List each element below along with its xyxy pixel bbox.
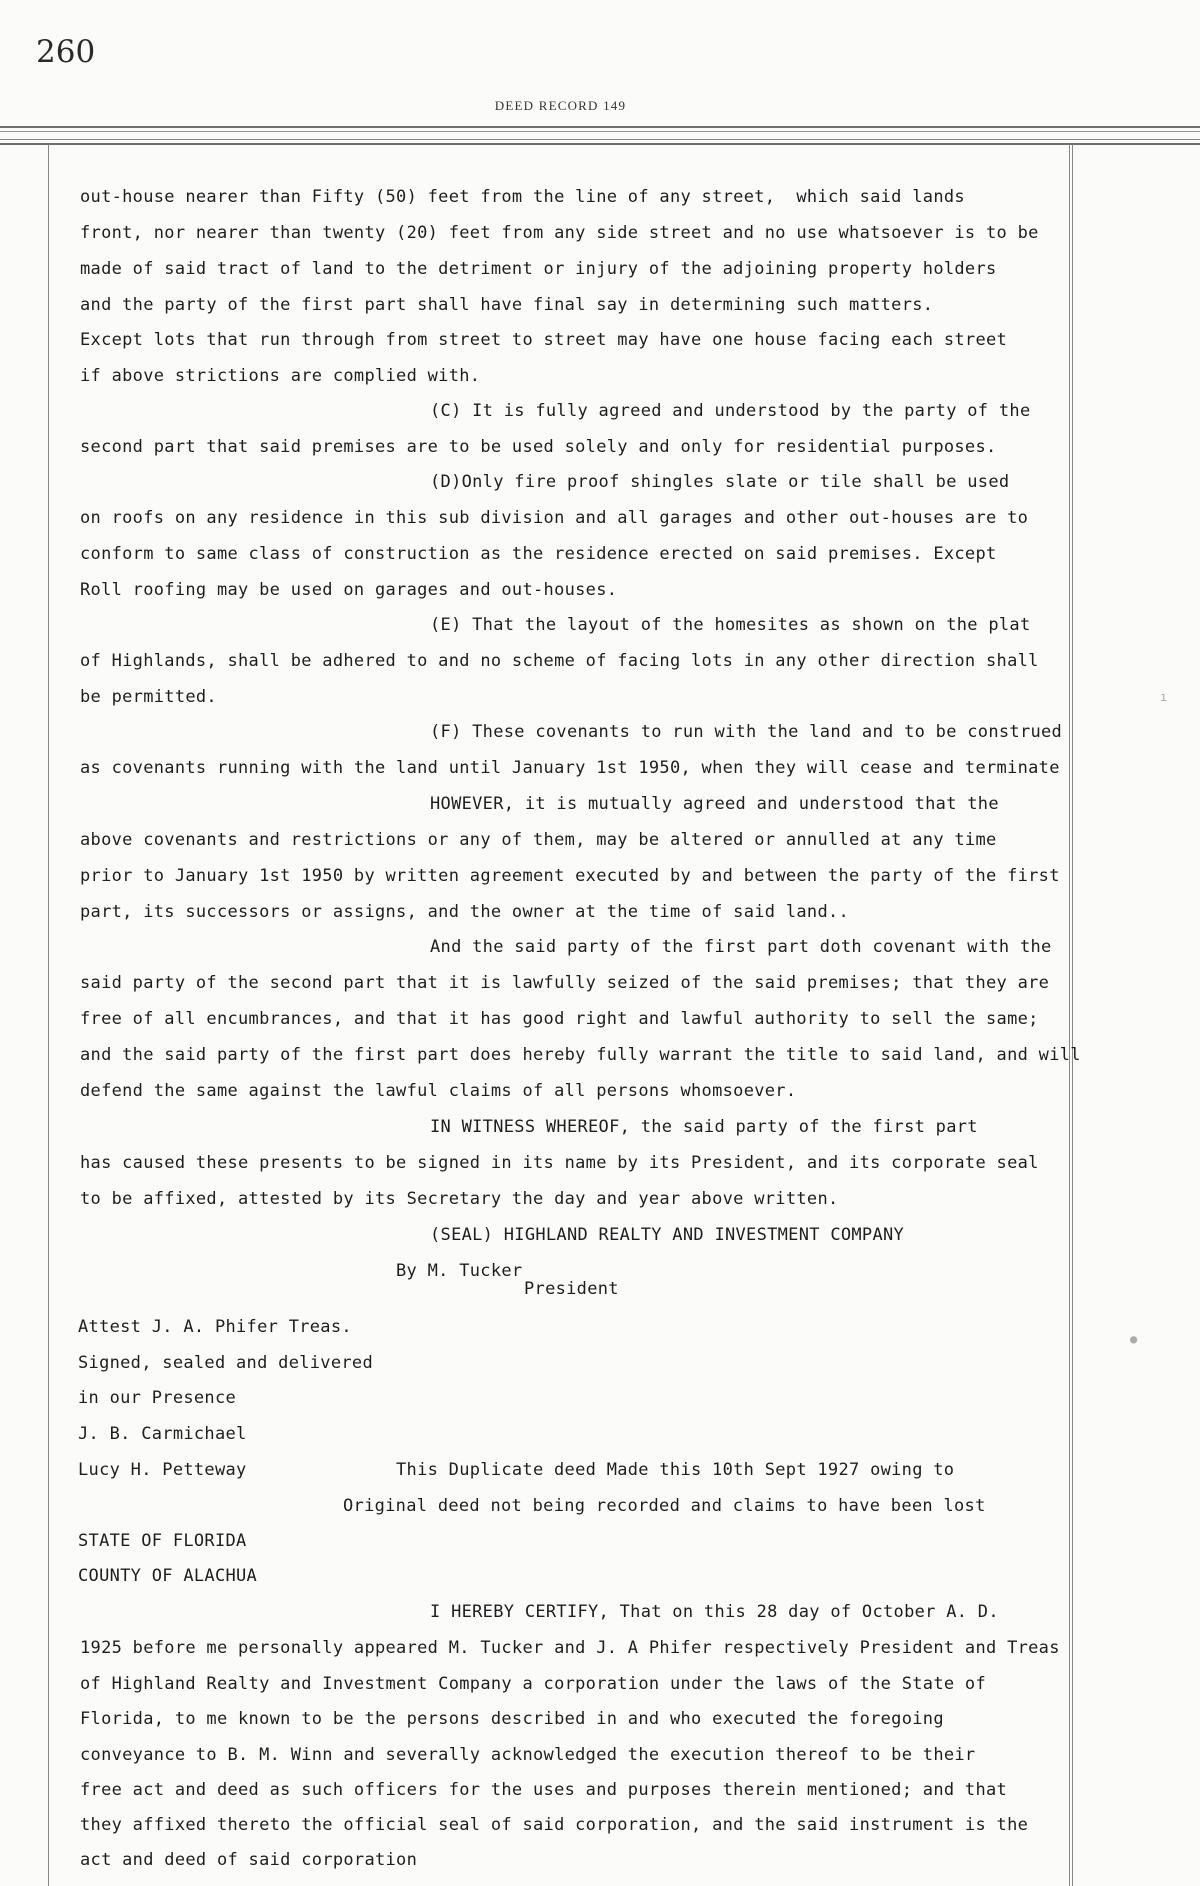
text-line: part, its successors or assigns, and the owner at the time of said land..: [80, 902, 850, 922]
text-line: free act and deed as such officers for the uses and purposes therein mentioned; and that: [80, 1780, 1008, 1800]
text-line: Except lots that run through from street to street may have one house facing each street: [80, 330, 1008, 350]
text-line: and the said party of the first part does hereby fully warrant the title to said land, and will: [80, 1045, 1081, 1065]
scan-mark: ı: [1160, 690, 1168, 704]
text-line: IN WITNESS WHEREOF, the said party of the first part: [430, 1117, 978, 1137]
text-line: of Highland Realty and Investment Company a corporation under the laws of the State of: [80, 1674, 986, 1694]
text-line: front, nor nearer than twenty (20) feet from any side street and no use whatsoever is to be: [80, 223, 1039, 243]
text-line: to be affixed, attested by its Secretary the day and year above written.: [80, 1189, 839, 1209]
text-line: (D)Only fire proof shingles slate or tile shall be used: [430, 472, 1010, 492]
text-line: Signed, sealed and delivered: [78, 1353, 373, 1373]
page-number: 260: [36, 34, 96, 70]
text-line: made of said tract of land to the detriment or injury of the adjoining property holders: [80, 259, 997, 279]
text-line: Florida, to me known to be the persons described in and who executed the foregoing: [80, 1709, 944, 1729]
text-line: said party of the second part that it is lawfully seized of the said premises; that they are: [80, 973, 1050, 993]
text-line: 1925 before me personally appeared M. Tucker and J. A Phifer respectively President and Treas: [80, 1638, 1060, 1658]
text-line: (C) It is fully agreed and understood by the party of the: [430, 401, 1031, 421]
jurisdiction-county: COUNTY OF ALACHUA: [78, 1566, 258, 1586]
text-line: (E) That the layout of the homesites as shown on the plat: [430, 615, 1031, 635]
text-line: second part that said premises are to be used solely and only for residential purposes.: [80, 437, 997, 457]
text-line: they affixed thereto the official seal of said corporation, and the said instrument is the: [80, 1815, 1029, 1835]
text-line: defend the same against the lawful claims of all persons whomsoever.: [80, 1081, 797, 1101]
text-line: of Highlands, shall be adhered to and no scheme of facing lots in any other direction shall: [80, 651, 1039, 671]
signature-by: By M. Tucker: [396, 1261, 523, 1281]
text-line: on roofs on any residence in this sub division and all garages and other out-houses are to: [80, 508, 1029, 528]
text-line: conform to same class of construction as the residence erected on said premises. Except: [80, 544, 997, 564]
text-line: act and deed of said corporation: [80, 1850, 418, 1870]
record-title: DEED RECORD 149: [494, 98, 627, 113]
attest-line: Attest J. A. Phifer Treas.: [78, 1317, 352, 1337]
duplicate-note: Original deed not being recorded and claims to have been lost: [343, 1496, 986, 1516]
text-line: if above strictions are complied with.: [80, 366, 481, 386]
scan-mark: ●: [1130, 1332, 1138, 1346]
text-line: free of all encumbrances, and that it has good right and lawful authority to sell the same;: [80, 1009, 1039, 1029]
witness-name: J. B. Carmichael: [78, 1424, 247, 1444]
text-line: prior to January 1st 1950 by written agreement executed by and between the party of the first: [80, 866, 1060, 886]
text-line: as covenants running with the land until January 1st 1950, when they will cease and terminate: [80, 758, 1060, 778]
jurisdiction-state: STATE OF FLORIDA: [78, 1531, 247, 1551]
text-line: I HEREBY CERTIFY, That on this 28 day of October A. D.: [430, 1602, 999, 1622]
text-line: above covenants and restrictions or any of them, may be altered or annulled at any time: [80, 830, 997, 850]
text-line: HOWEVER, it is mutually agreed and understood that the: [430, 794, 999, 814]
text-line: be permitted.: [80, 687, 217, 707]
text-line: (F) These covenants to run with the land and to be construed: [430, 722, 1063, 742]
text-line: in our Presence: [78, 1388, 237, 1408]
signature-title: President: [524, 1279, 619, 1299]
text-line: And the said party of the first part doth covenant with the: [430, 937, 1052, 957]
text-line: and the party of the first part shall have final say in determining such matters.: [80, 295, 934, 315]
text-line: has caused these presents to be signed in its name by its President, and its corporate seal: [80, 1153, 1039, 1173]
signature-company: (SEAL) HIGHLAND REALTY AND INVESTMENT COMPANY: [430, 1225, 905, 1245]
text-line: conveyance to B. M. Winn and severally acknowledged the execution thereof to be their: [80, 1745, 976, 1765]
witness-name: Lucy H. Petteway: [78, 1460, 247, 1480]
text-line: Roll roofing may be used on garages and out-houses.: [80, 580, 618, 600]
duplicate-note: This Duplicate deed Made this 10th Sept 1927 owing to: [396, 1460, 955, 1480]
text-line: out-house nearer than Fifty (50) feet from the line of any street, which said lands: [80, 187, 965, 207]
